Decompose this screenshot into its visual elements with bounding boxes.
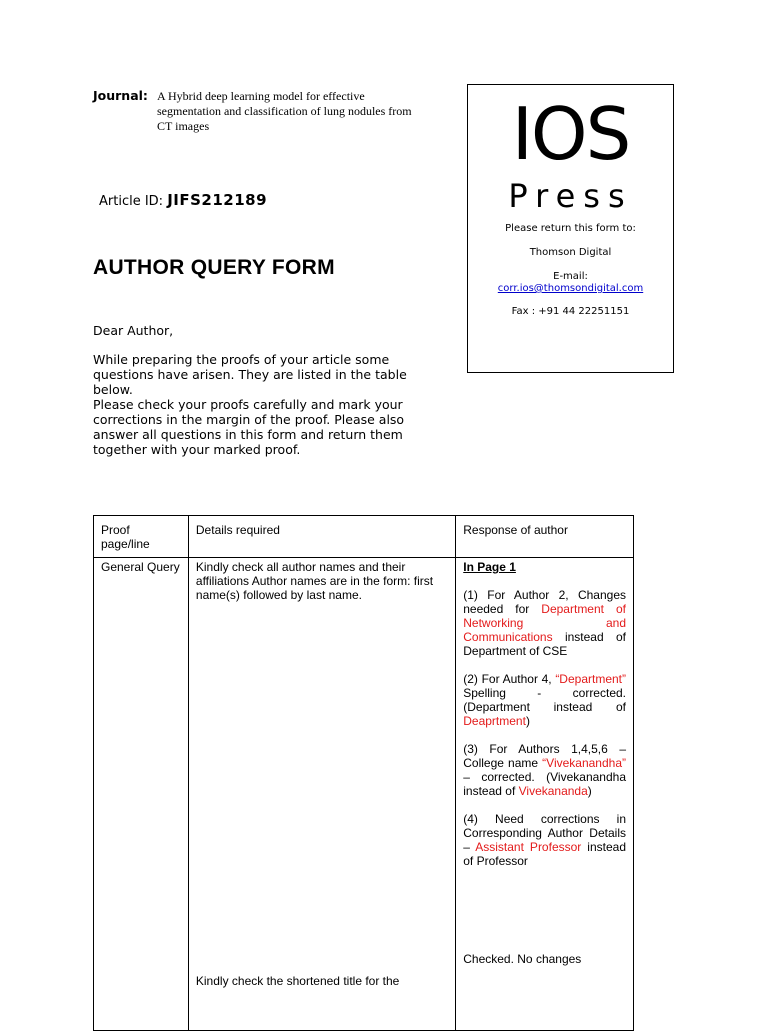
article-id-label: Article ID: — [99, 194, 164, 209]
response-item-1: (1) For Author 2, Changes needed for Department of Networking and Communications instead of Department of CSE — [463, 588, 627, 658]
intro-text — [93, 352, 423, 457]
company-name: Thomson Digital — [529, 247, 612, 258]
intro-paragraph-1: While preparing the proofs of your article some questions have arisen. They are listed in the table below. — [93, 352, 407, 397]
response-checked: Checked. No changes — [463, 952, 582, 966]
journal-label: Journal: — [93, 88, 148, 103]
fax-number: Fax : +91 44 22251151 — [511, 306, 630, 317]
return-instruction: Please return this form to: — [505, 223, 636, 234]
response-item-4: (4) Need corrections in Corresponding Author Details – Assistant Professor instead of Professor — [463, 812, 626, 868]
table-header-row — [94, 516, 634, 558]
response-page-heading: In Page 1 — [463, 560, 516, 574]
ios-logo-bottom: Press — [508, 177, 633, 215]
header-details: Details required — [188, 516, 455, 558]
journal-title: A Hybrid deep learning model for effective segmentation and classification of lung nodules from CT images — [157, 89, 412, 133]
article-id-value: JIFS212189 — [167, 191, 268, 209]
cell-page: General Query — [94, 558, 189, 1031]
article-id-line — [99, 191, 267, 209]
response-item-3: (3) For Authors 1,4,5,6 – College name “Vivekanandha” – corrected. (Vivekanandha instead of Vivekananda) — [463, 742, 626, 798]
header-response: Response of author — [456, 516, 634, 558]
query-table — [93, 515, 634, 1031]
table-row — [94, 558, 634, 1031]
header-proof-page: Proof page/line — [94, 516, 189, 558]
email-label: E-mail: — [553, 271, 588, 282]
intro-paragraph-2: Please check your proofs carefully and mark your corrections in the margin of the proof. Please also answer all questions in this form and return them together with your marked proof. — [93, 397, 405, 457]
details-shortened-title: Kindly check the shortened title for the — [195, 974, 400, 988]
publisher-box — [467, 84, 674, 373]
email-link[interactable]: corr.ios@thomsondigital.com — [497, 283, 644, 294]
response-item-2: (2) For Author 4, “Department” Spelling - corrected. (Department instead of Deaprtment) — [463, 672, 626, 728]
greeting: Dear Author, — [93, 323, 174, 338]
cell-details — [188, 558, 455, 1031]
details-author-names: Kindly check all author names and their affiliations Author names are in the form: first name(s) followed by last name. — [195, 560, 434, 602]
form-title: AUTHOR QUERY FORM — [93, 256, 335, 279]
ios-logo-top: IOS — [511, 92, 630, 176]
cell-response — [456, 558, 634, 1031]
